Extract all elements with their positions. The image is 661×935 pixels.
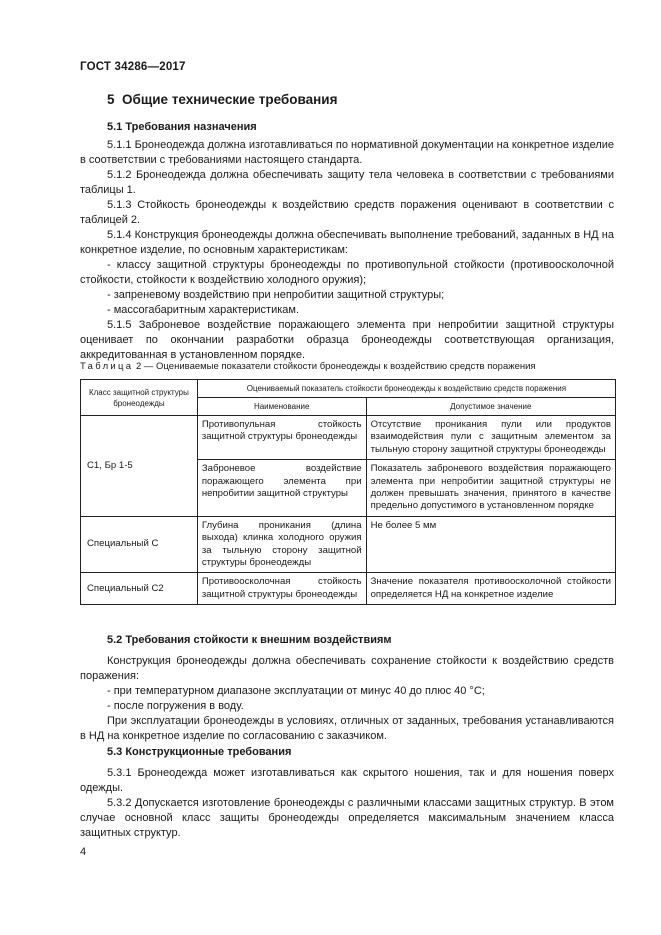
subsection-5-1-body [80, 138, 614, 363]
table-cell-name: Заброневое воздействие поражающего элемента при непробитии защитной структуры [197, 460, 366, 517]
table-row [81, 516, 616, 573]
section-title-text: Общие технические требования [122, 92, 338, 107]
table-cell-value: Показатель заброневого воздействия поражающего элемента при непробитии защитной структуры не должен превышать значения, принятого в качестве предельно допустимого в установленном порядке [366, 460, 615, 517]
paragraph-5-1-2: 5.1.2 Бронеодежда должна обеспечивать защиту тела человека в соответствии с требованиями таблицы 1. [80, 169, 614, 196]
table-cell-name: Глубина проникания (длина выхода) клинка холодного оружия за тыльную сторону защитной структуры бронеодежды [197, 516, 366, 573]
table-cell-name: Противоосколочная стойкость защитной структуры бронеодежды [197, 573, 366, 605]
table-header-group: Оцениваемый показатель стойкости бронеодежды к воздействию средств поражения [197, 380, 615, 398]
table-2 [80, 379, 616, 605]
list-item: - массогабаритным характеристикам. [107, 304, 300, 316]
paragraph-5-3-2: 5.3.2 Допускается изготовление бронеодежды с различными классами защитных структур. В этом случае основной класс защиты бронеодежды определяется максимальным значением класса защитных структур. [80, 797, 614, 839]
subsection-5-3-title: 5.3 Конструкционные требования [107, 746, 292, 758]
list-item: - при температурном диапазоне эксплуатации от минус 40 до плюс 40 °С; [107, 685, 485, 697]
paragraph-5-1-1: 5.1.1 Бронеодежда должна изготавливаться по нормативной документации на конкретное изделие в соответствии с требованиями настоящего стандарта. [80, 139, 614, 166]
subsection-5-3-body [80, 766, 614, 841]
table-cell-class: Специальный С2 [81, 573, 198, 605]
list-item: - классу защитной структуры бронеодежды по противопульной стойкости (противоосколочной стойкости, стойкости к воздействию холодного оружия); [80, 259, 614, 286]
table-cell-value: Отсутствие проникания пули или продуктов взаимодействия пули с защитным элементом за тыльную сторону защитной структуры бронеодежды [366, 416, 615, 460]
list-item: - после погружения в воду. [107, 700, 244, 712]
page-number: 4 [80, 846, 87, 858]
table-cell-class: Специальный С [81, 516, 198, 573]
table-row [81, 416, 616, 460]
subsection-5-2-title: 5.2 Требования стойкости к внешним воздействиям [107, 634, 392, 646]
subsection-5-2-body [80, 654, 614, 744]
paragraph-5-1-4: 5.1.4 Конструкция бронеодежды должна обеспечивать выполнение требований, заданных в НД на конкретное изделие, по основным характеристикам: [80, 229, 614, 256]
paragraph-5-3-1: 5.3.1 Бронеодежда может изготавливаться как скрытого ношения, так и для ношения поверх одежды. [80, 767, 614, 794]
table-row [81, 573, 616, 605]
section-number: 5 [107, 92, 115, 107]
table-cell-value: Значение показателя противоосколочной стойкости определяется НД на конкретное изделие [366, 573, 615, 605]
table-caption-prefix: Таблица [80, 361, 134, 372]
table-header-class: Класс защитной структуры бронеодежды [81, 380, 198, 416]
paragraph-5-2-1: Конструкция бронеодежды должна обеспечивать сохранение стойкости к воздействию средств поражения: [80, 655, 614, 682]
subsection-5-1-title: 5.1 Требования назначения [107, 121, 257, 133]
table-cell-class: С1, Бр 1-5 [81, 416, 198, 517]
table-cell-name: Противопульная стойкость защитной структуры бронеодежды [197, 416, 366, 460]
table-header-value: Допустимое значение [366, 398, 615, 416]
paragraph-5-2-2: При эксплуатации бронеодежды в условиях, отличных от заданных, требования устанавливаются в НД на конкретное изделие по согласованию с заказчиком. [80, 715, 614, 742]
table-header-name: Наименование [197, 398, 366, 416]
table-2-caption [80, 361, 536, 372]
paragraph-5-1-3: 5.1.3 Стойкость бронеодежды к воздействию средств поражения оценивают в соответствии с таблицей 2. [80, 199, 614, 226]
section-title [107, 92, 337, 107]
paragraph-5-1-5: 5.1.5 Заброневое воздействие поражающего элемента при непробитии защитной структуры оценивает по окончании разработки образца бронеодежды соответствующая организация, аккредитованная в установленном порядке. [80, 319, 614, 361]
list-item: - запреневому воздействию при непробитии защитной структуры; [107, 289, 445, 301]
document-header: ГОСТ 34286—2017 [80, 61, 186, 73]
table-caption-text: 2 — Оцениваемые показатели стойкости бронеодежды к воздействию средств поражения [136, 361, 536, 372]
table-cell-value: Не более 5 мм [366, 516, 615, 573]
